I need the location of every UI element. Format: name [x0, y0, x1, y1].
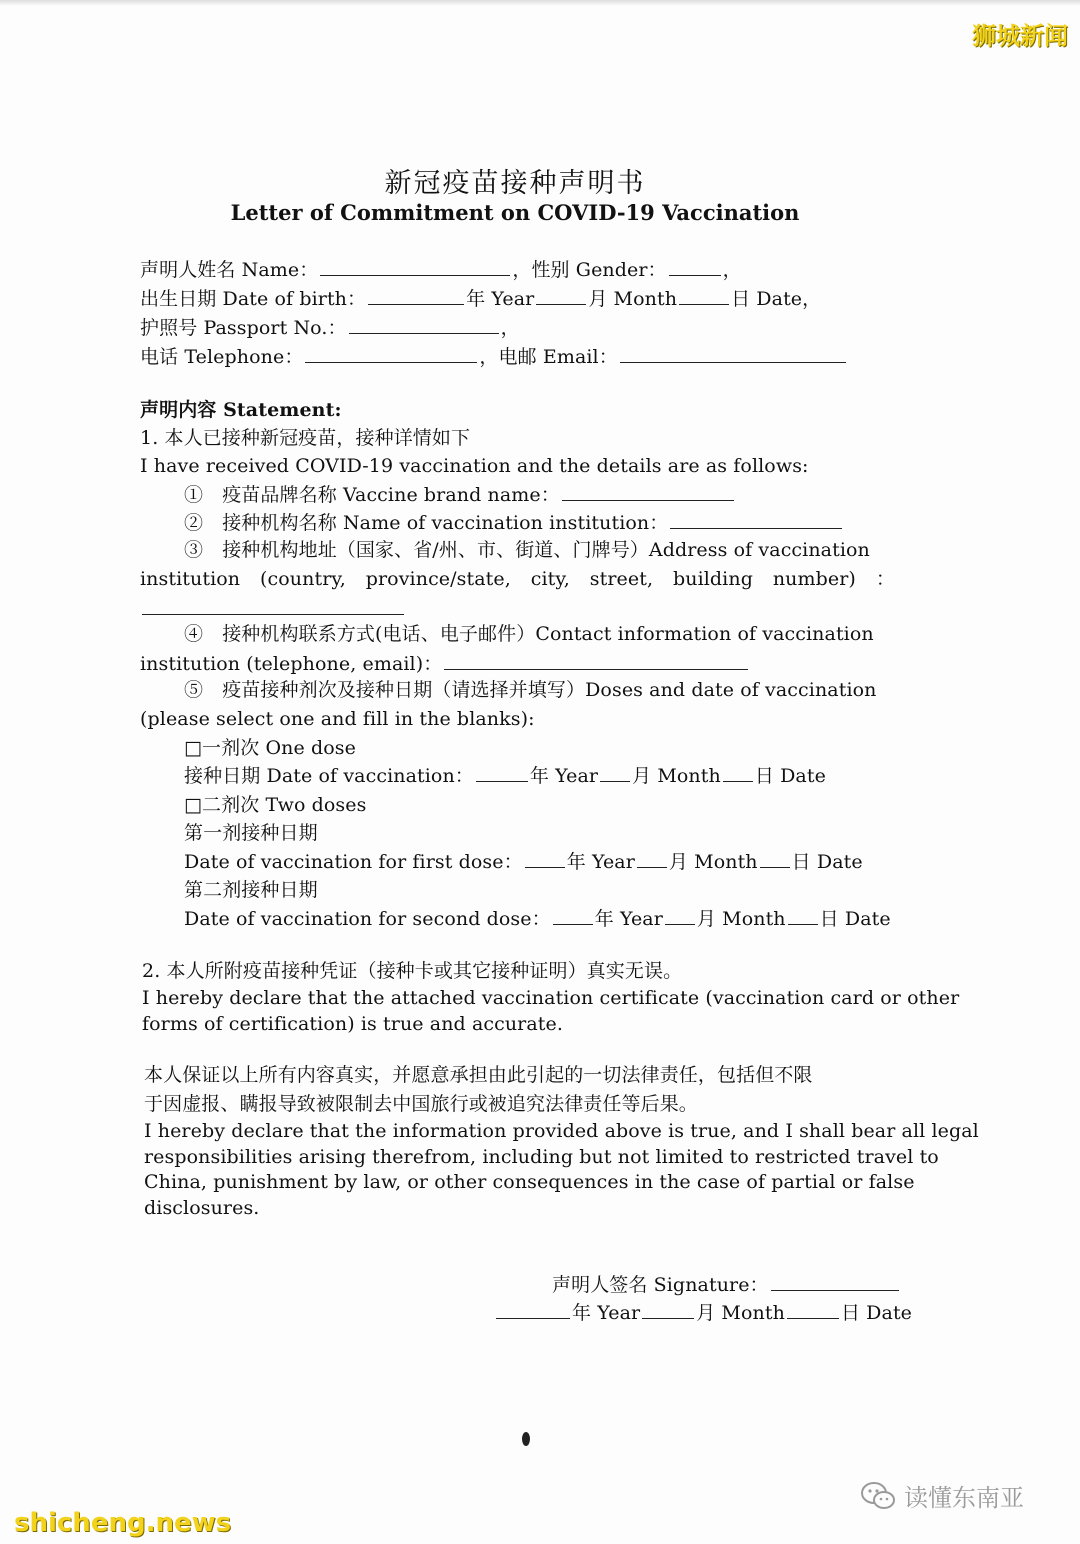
institution-address-label: ③ 接种机构地址（国家、省/州、市、街道、门牌号）Address of vaccination: [184, 539, 870, 561]
one-dose-day-field[interactable]: [723, 763, 753, 782]
word: (country,: [260, 568, 346, 590]
wechat-watermark: [860, 1478, 1024, 1513]
email-field[interactable]: [620, 344, 846, 363]
second-dose-label: Date of vaccination for second dose：: [184, 908, 551, 930]
dob-month-field[interactable]: [536, 286, 586, 305]
comma: ，: [500, 317, 520, 339]
word: street,: [589, 568, 654, 590]
second-dose-month-field[interactable]: [665, 906, 695, 925]
name-gender-line: [140, 257, 742, 282]
day-label: 日 Date: [754, 765, 826, 787]
item2-en-1: I hereby declare that the attached vaccination certificate (vaccination card or other: [142, 987, 960, 1009]
title-english: Letter of Commitment on COVID-19 Vaccination: [230, 200, 800, 225]
word: institution: [140, 568, 241, 590]
word: number): [772, 568, 856, 590]
year-label: 年 Year: [594, 908, 663, 930]
second-dose-day-field[interactable]: [788, 906, 818, 925]
item2-en-2: forms of certification) is true and accurate.: [142, 1013, 564, 1035]
phone-label: 电话 Telephone：: [140, 346, 304, 368]
day-label: 日 Date: [819, 908, 891, 930]
phone-field[interactable]: [305, 344, 477, 363]
institution-name-field[interactable]: [670, 510, 842, 529]
doses-instruction: (please select one and fill in the blanks):: [140, 708, 535, 730]
second-dose-year-field[interactable]: [553, 906, 593, 925]
guarantee-en-2: responsibilities arising therefrom, including but not limited to restricted travel to: [144, 1146, 939, 1168]
vaccine-brand-label: ① 疫苗品牌名称 Vaccine brand name：: [184, 484, 560, 506]
institution-contact-line: [140, 651, 750, 676]
institution-address-blank-line: [140, 596, 406, 621]
vaccine-brand-line: [184, 482, 736, 507]
contact-line: [140, 344, 848, 369]
word: city,: [530, 568, 570, 590]
word: building: [672, 568, 753, 590]
signature-day-field[interactable]: [787, 1300, 839, 1319]
institution-address-line2: [140, 567, 895, 591]
statement-heading: 声明内容 Statement:: [140, 399, 342, 421]
guarantee-en-3: China, punishment by law, or other consequences in the case of partial or false: [144, 1171, 915, 1193]
year-label: 年 Year: [572, 1302, 641, 1324]
first-dose-cn: 第一剂接种日期: [184, 822, 318, 844]
name-field[interactable]: [320, 257, 510, 276]
date-label: 接种日期 Date of vaccination：: [184, 765, 474, 787]
second-dose-date-line: [184, 906, 891, 931]
signature-month-field[interactable]: [642, 1300, 694, 1319]
month-label: 月 Month: [588, 288, 678, 310]
guarantee-en-4: disclosures.: [144, 1197, 260, 1219]
one-dose-month-field[interactable]: [600, 763, 630, 782]
day-label: 日 Date，: [731, 288, 822, 310]
institution-name-label: ② 接种机构名称 Name of vaccination institution：: [184, 512, 669, 534]
month-label: 月 Month: [632, 765, 721, 787]
dob-line: [140, 286, 821, 311]
gender-field[interactable]: [669, 257, 721, 276]
name-label: 声明人姓名 Name：: [140, 259, 319, 281]
day-label: 日 Date: [791, 851, 863, 873]
signature-year-field[interactable]: [496, 1300, 570, 1319]
institution-name-line: [184, 510, 844, 535]
watermark-bottom-left: shicheng.news: [14, 1508, 232, 1538]
item2-cn: 2. 本人所附疫苗接种凭证（接种卡或其它接种证明）真实无误。: [142, 960, 683, 982]
item1-en: I have received COVID-19 vaccination and the details are as follows:: [140, 455, 809, 477]
signature-line: [552, 1272, 901, 1297]
day-label: 日 Date: [840, 1302, 913, 1324]
item1-cn: 1. 本人已接种新冠疫苗，接种详情如下: [140, 427, 471, 449]
word: ：: [875, 568, 895, 590]
institution-contact-label-2: institution (telephone, email)：: [140, 653, 443, 675]
institution-address-field[interactable]: [142, 596, 404, 615]
first-dose-year-field[interactable]: [525, 849, 565, 868]
two-doses-checkbox[interactable]: □二剂次 Two doses: [184, 794, 367, 816]
guarantee-cn-2: 于因虚报、瞒报导致被限制去中国旅行或被追究法律责任等后果。: [144, 1093, 698, 1115]
first-dose-label: Date of vaccination for first dose：: [184, 851, 523, 873]
doses-label: ⑤ 疫苗接种剂次及接种日期（请选择并填写）Doses and date of vaccination: [184, 679, 877, 701]
one-dose-date-line: [184, 763, 826, 788]
first-dose-date-line: [184, 849, 863, 874]
word: province/state,: [365, 568, 511, 590]
comma: ，: [722, 259, 742, 281]
first-dose-month-field[interactable]: [637, 849, 667, 868]
one-dose-checkbox[interactable]: □一剂次 One dose: [184, 737, 356, 759]
dob-day-field[interactable]: [679, 286, 729, 305]
gender-label: ，性别 Gender：: [512, 259, 667, 281]
second-dose-cn: 第二剂接种日期: [184, 879, 318, 901]
guarantee-en-1: I hereby declare that the information provided above is true, and I shall bear all legal: [144, 1120, 979, 1142]
signature-label: 声明人签名 Signature：: [552, 1274, 769, 1296]
year-label: 年 Year: [529, 765, 599, 787]
month-label: 月 Month: [696, 908, 786, 930]
institution-contact-label: ④ 接种机构联系方式(电话、电子邮件）Contact information of vaccination: [184, 623, 874, 645]
email-label: ，电邮 Email：: [479, 346, 618, 368]
signature-field[interactable]: [771, 1272, 899, 1291]
watermark-top-right: 狮城新闻: [972, 22, 1068, 50]
month-label: 月 Month: [696, 1302, 785, 1324]
year-label: 年 Year: [566, 851, 635, 873]
dob-label: 出生日期 Date of birth：: [140, 288, 367, 310]
month-label: 月 Month: [668, 851, 758, 873]
dob-year-field[interactable]: [368, 286, 464, 305]
first-dose-day-field[interactable]: [760, 849, 790, 868]
passport-line: [140, 315, 520, 340]
wechat-icon: [860, 1481, 896, 1511]
title-chinese: 新冠疫苗接种声明书: [384, 168, 646, 199]
passport-label: 护照号 Passport No.：: [140, 317, 347, 339]
ink-mark: [522, 1432, 530, 1446]
year-label: 年 Year: [466, 288, 535, 310]
one-dose-year-field[interactable]: [476, 763, 528, 782]
scan-edge: [0, 0, 1080, 6]
vaccine-brand-field[interactable]: [562, 482, 734, 501]
wechat-account-name: 读懂东南亚: [904, 1484, 1024, 1512]
passport-field[interactable]: [349, 315, 499, 334]
guarantee-cn-1: 本人保证以上所有内容真实，并愿意承担由此引起的一切法律责任，包括但不限: [144, 1064, 813, 1086]
institution-contact-field[interactable]: [444, 651, 748, 670]
signature-date-line: [494, 1300, 912, 1325]
